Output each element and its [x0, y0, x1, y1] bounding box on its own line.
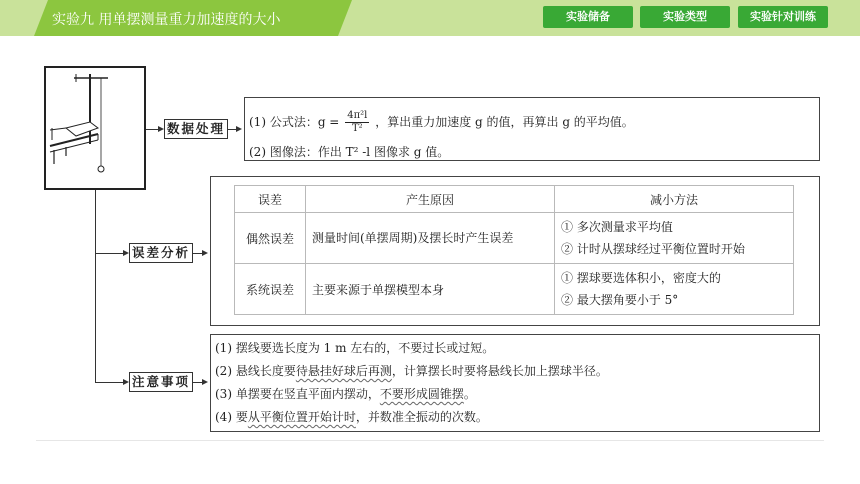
method-item: ② 计时从摆球经过平衡位置时开始: [561, 242, 745, 256]
table-row: [235, 264, 794, 315]
connector-line: [95, 190, 96, 382]
note-item: [215, 339, 494, 356]
table-header: 减小方法: [555, 186, 794, 213]
note-emphasis: 从平衡位置开始计时: [247, 410, 356, 424]
error-table: [234, 185, 794, 315]
formula-prefix: (1) 公式法：g =: [249, 115, 340, 129]
note-item: [215, 408, 488, 425]
note-item: [215, 362, 608, 379]
formula-fraction: [345, 110, 369, 135]
connector-line: [95, 382, 125, 383]
note-text: (3) 单摆要在竖直平面内摆动，: [215, 387, 380, 401]
error-cause-cell: 主要来源于单摆模型本身: [306, 264, 555, 315]
note-text: (4) 要: [215, 410, 248, 424]
arrow-icon: [202, 250, 208, 256]
notes-label: 注意事项: [129, 372, 193, 392]
formula-method-line: [249, 110, 634, 135]
formula-denominator: T²: [351, 123, 363, 134]
notes-box: [210, 334, 820, 432]
arrow-icon: [236, 126, 242, 132]
tab-experiment-types[interactable]: 实验类型: [640, 6, 730, 28]
note-text: ，并数准全振动的次数。: [355, 410, 488, 424]
table-row: [235, 213, 794, 264]
method-item: ② 最大摆角要小于 5°: [561, 293, 679, 307]
error-method-cell: [555, 213, 794, 264]
error-type-cell: 偶然误差: [235, 213, 306, 264]
formula-suffix: ，算出重力加速度 g 的值，再算出 g 的平均值。: [375, 115, 634, 129]
error-method-cell: [555, 264, 794, 315]
error-cause-cell: 测量时间(单摆周期)及摆长时产生误差: [306, 213, 555, 264]
pendulum-apparatus-icon: [46, 68, 144, 188]
note-emphasis: 不要形成圆锥摆: [379, 387, 464, 401]
formula-numerator: 4π²l: [347, 110, 368, 121]
table-header: 误差: [235, 186, 306, 213]
error-type-cell: 系统误差: [235, 264, 306, 315]
data-processing-box: [244, 97, 820, 161]
error-analysis-label: 误差分析: [129, 243, 193, 263]
graph-method-line: (2) 图像法：作出 T² -l 图像求 g 值。: [249, 145, 450, 159]
arrow-icon: [202, 379, 208, 385]
method-item: ① 摆球要选体积小，密度大的: [561, 271, 721, 285]
note-emphasis: 待悬挂好球后再测: [295, 364, 392, 378]
divider: [36, 440, 824, 441]
method-item: ① 多次测量求平均值: [561, 220, 673, 234]
note-text: (2) 悬线长度要: [215, 364, 296, 378]
note-item: [215, 385, 476, 402]
pendulum-figure: [44, 66, 146, 190]
note-text: 。: [463, 387, 476, 401]
tab-experiment-preparation[interactable]: 实验储备: [543, 6, 633, 28]
note-text: (1) 摆线要选长度为 1 m 左右的，不要过长或过短。: [215, 341, 495, 355]
data-processing-label: 数据处理: [164, 119, 228, 139]
note-text: ，计算摆长时要将悬线长加上摆球半径。: [391, 364, 608, 378]
page-title: 实验九 用单摆测量重力加速度的大小: [52, 12, 281, 28]
tab-targeted-training[interactable]: 实验针对训练: [738, 6, 828, 28]
table-header: 产生原因: [306, 186, 555, 213]
connector-line: [95, 253, 125, 254]
table-header-row: [235, 186, 794, 213]
